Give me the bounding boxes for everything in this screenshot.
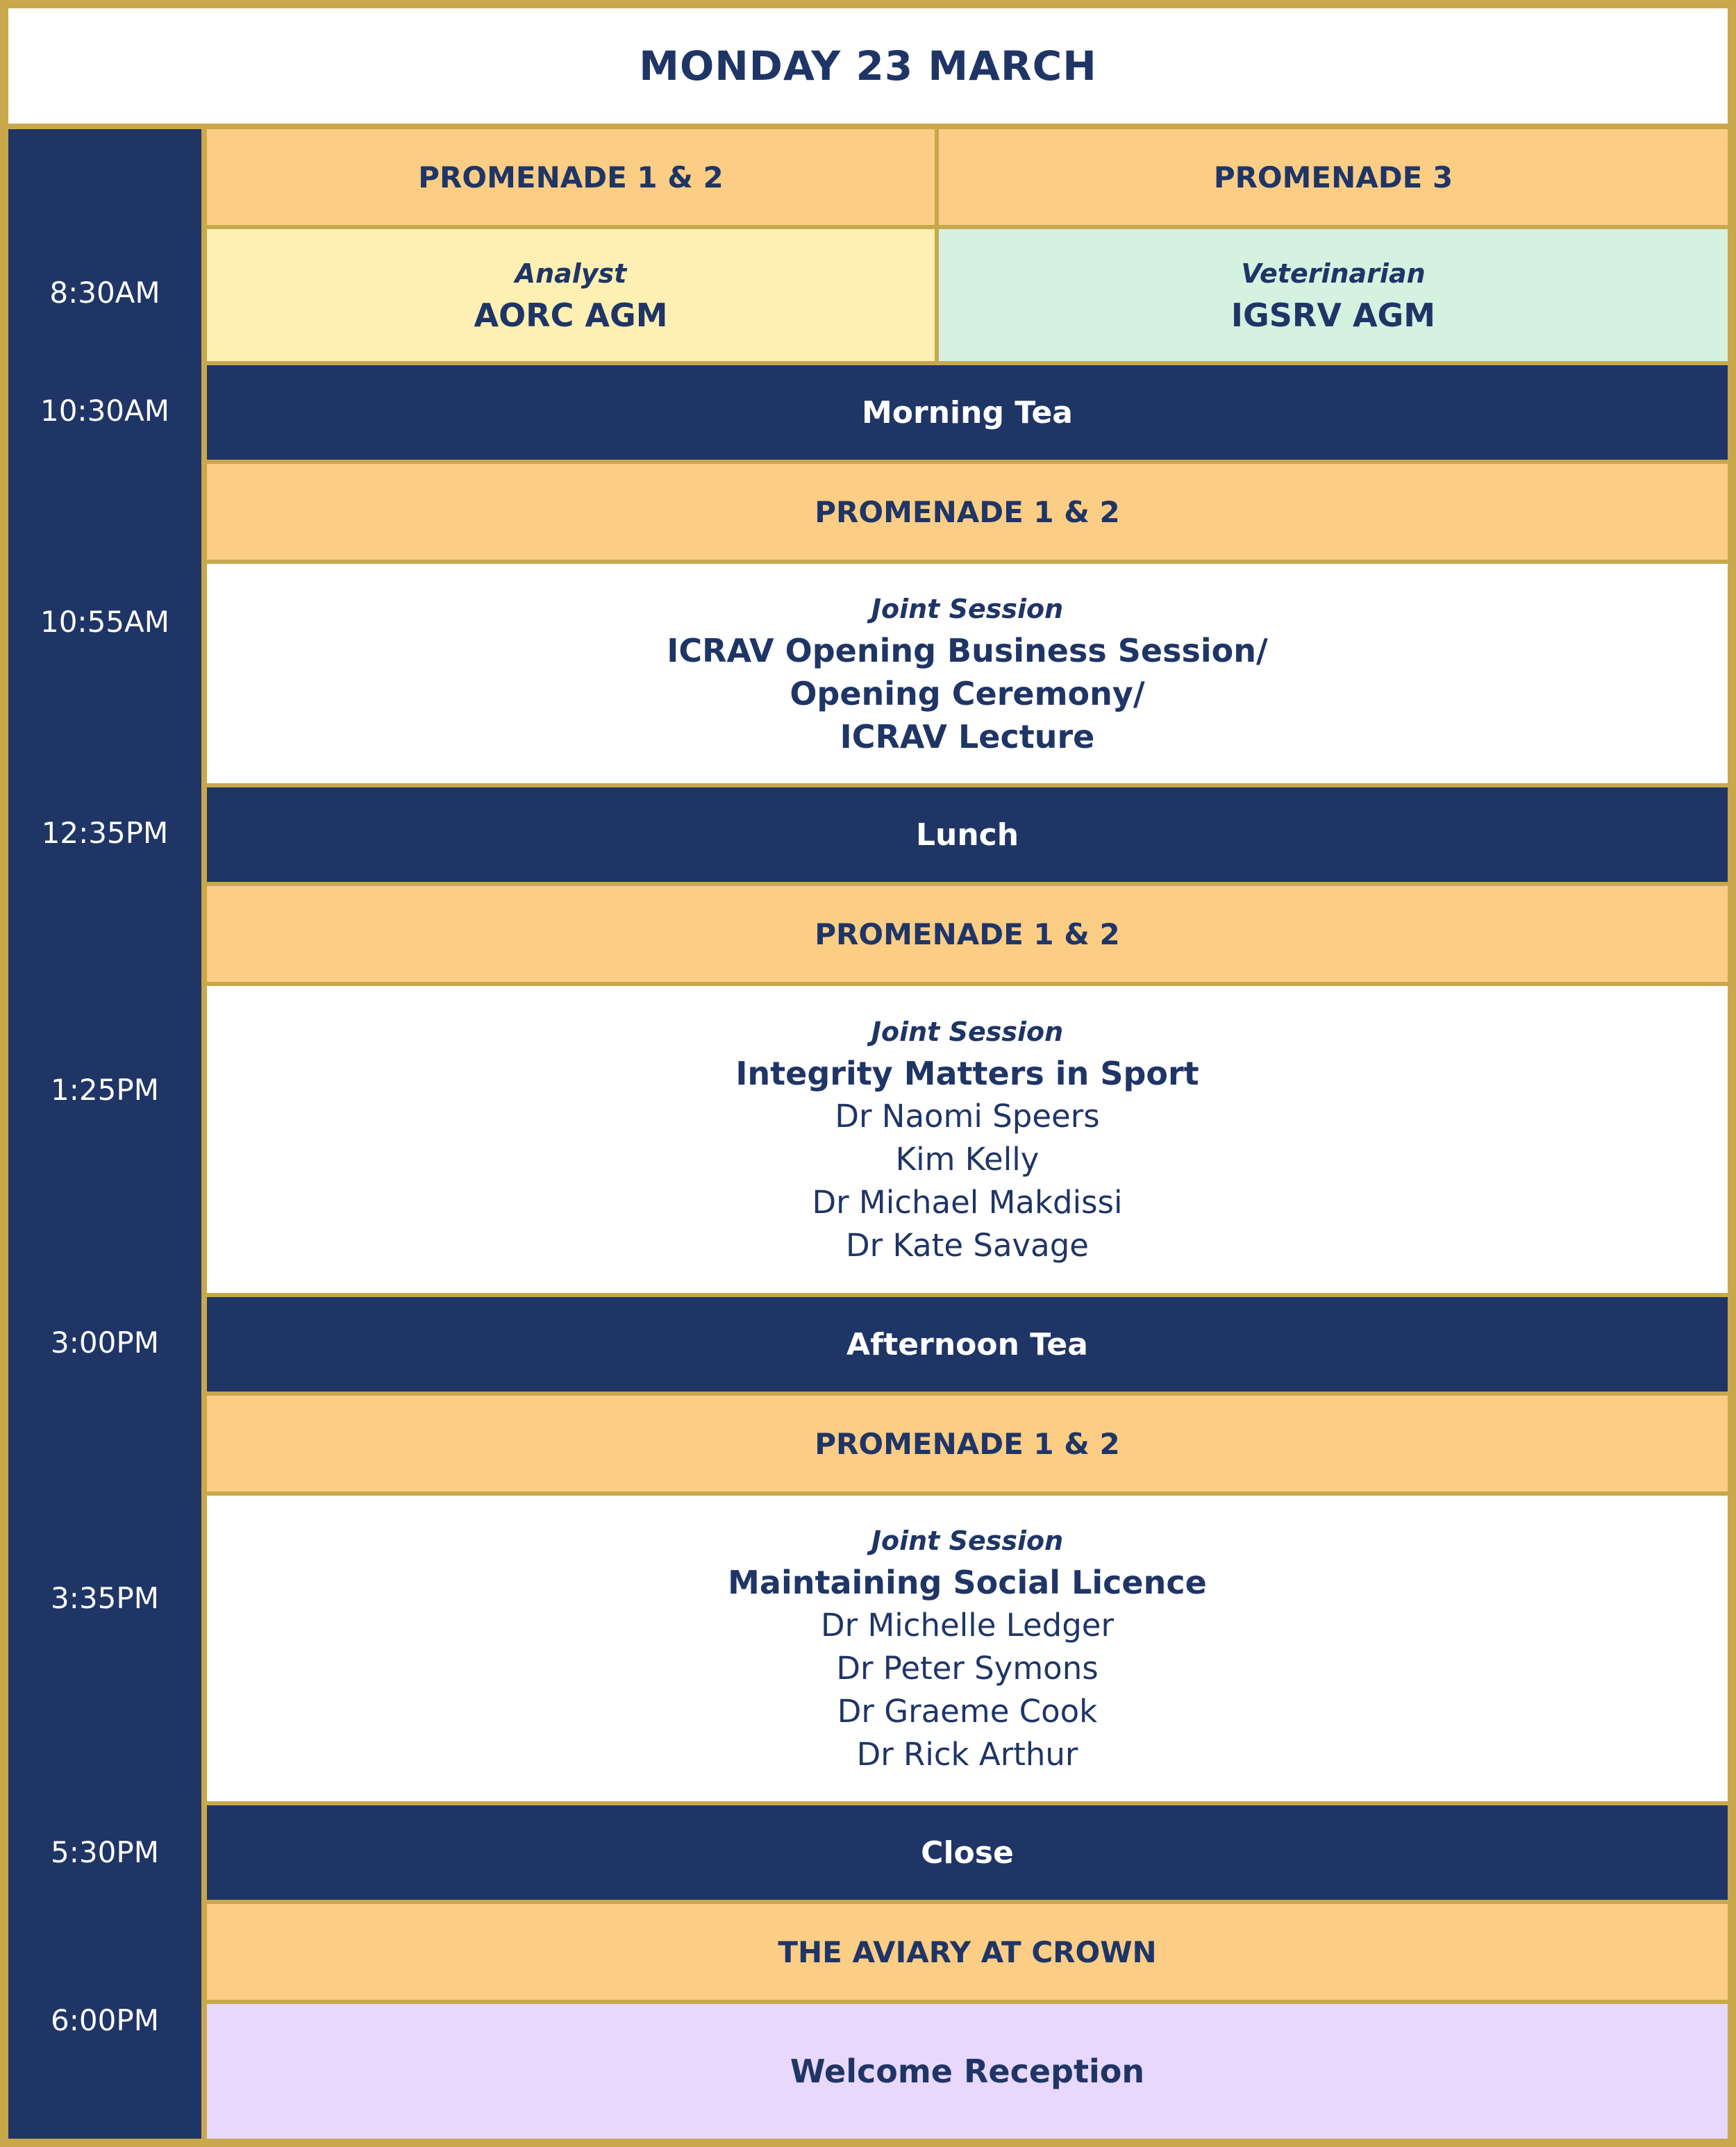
break-lunch <box>207 787 1728 882</box>
venue-label: PROMENADE 1 & 2 <box>815 1426 1120 1461</box>
session-title: IGSRV AGM <box>1230 296 1436 334</box>
presenter: Dr Graeme Cook <box>837 1693 1098 1730</box>
session-type: Joint Session <box>871 1526 1064 1556</box>
session-title-line: ICRAV Lecture <box>840 718 1095 755</box>
session-title: Integrity Matters in Sport <box>735 1055 1199 1092</box>
break-afternoon-tea <box>207 1297 1728 1392</box>
time-label: 1:25PM <box>51 1073 159 1107</box>
session-type: Joint Session <box>871 594 1064 624</box>
venue-label: PROMENADE 3 <box>1213 160 1453 194</box>
presenter: Dr Michelle Ledger <box>820 1607 1114 1644</box>
presenter: Dr Peter Symons <box>836 1650 1099 1687</box>
session-aorc-agm <box>207 229 935 361</box>
venue-label: PROMENADE 1 & 2 <box>418 160 724 194</box>
venue-label: THE AVIARY AT CROWN <box>778 1935 1157 1969</box>
session-title: AORC AGM <box>474 296 668 334</box>
session-social-licence <box>207 1496 1728 1801</box>
day-title: MONDAY 23 MARCH <box>8 8 1728 124</box>
session-integrity <box>207 986 1728 1293</box>
time-column <box>8 129 201 2139</box>
break-morning-tea <box>207 365 1728 460</box>
venue-label: PROMENADE 1 & 2 <box>815 494 1120 529</box>
break-label: Afternoon Tea <box>846 1326 1088 1362</box>
venue-header-right <box>939 129 1728 225</box>
venue-header <box>207 886 1728 982</box>
session-type: Analyst <box>515 258 627 289</box>
presenter: Dr Naomi Speers <box>835 1098 1100 1135</box>
time-label: 3:00PM <box>51 1326 159 1360</box>
venue-header-left <box>207 129 935 225</box>
presenter: Dr Rick Arthur <box>856 1736 1078 1773</box>
break-label: Lunch <box>915 817 1019 853</box>
time-label: 5:30PM <box>51 1835 159 1869</box>
session-opening <box>207 564 1728 783</box>
session-title: Maintaining Social Licence <box>728 1564 1207 1601</box>
time-label: 8:30AM <box>49 276 160 310</box>
session-title-line: Opening Ceremony/ <box>790 675 1145 712</box>
session-title-line: ICRAV Opening Business Session/ <box>667 632 1268 669</box>
presenter: Dr Kate Savage <box>846 1227 1089 1264</box>
session-igsrv-agm <box>939 229 1728 361</box>
time-label: 10:30AM <box>40 394 169 428</box>
session-type: Joint Session <box>871 1017 1064 1047</box>
venue-label: PROMENADE 1 & 2 <box>815 917 1120 951</box>
presenter: Kim Kelly <box>895 1141 1040 1178</box>
venue-header <box>207 1396 1728 1492</box>
time-label: 12:35PM <box>41 816 169 850</box>
time-label: 6:00PM <box>51 2003 159 2037</box>
break-label: Close <box>921 1835 1014 1871</box>
time-label: 10:55AM <box>40 605 169 639</box>
break-label: Morning Tea <box>862 394 1073 431</box>
time-label: 3:35PM <box>51 1581 159 1615</box>
venue-header <box>207 464 1728 560</box>
session-title: Welcome Reception <box>790 2053 1145 2090</box>
break-close <box>207 1805 1728 1900</box>
venue-header <box>207 1904 1728 2000</box>
presenter: Dr Michael Makdissi <box>812 1184 1123 1221</box>
session-welcome-reception <box>207 2004 1728 2139</box>
session-type: Veterinarian <box>1241 258 1426 289</box>
